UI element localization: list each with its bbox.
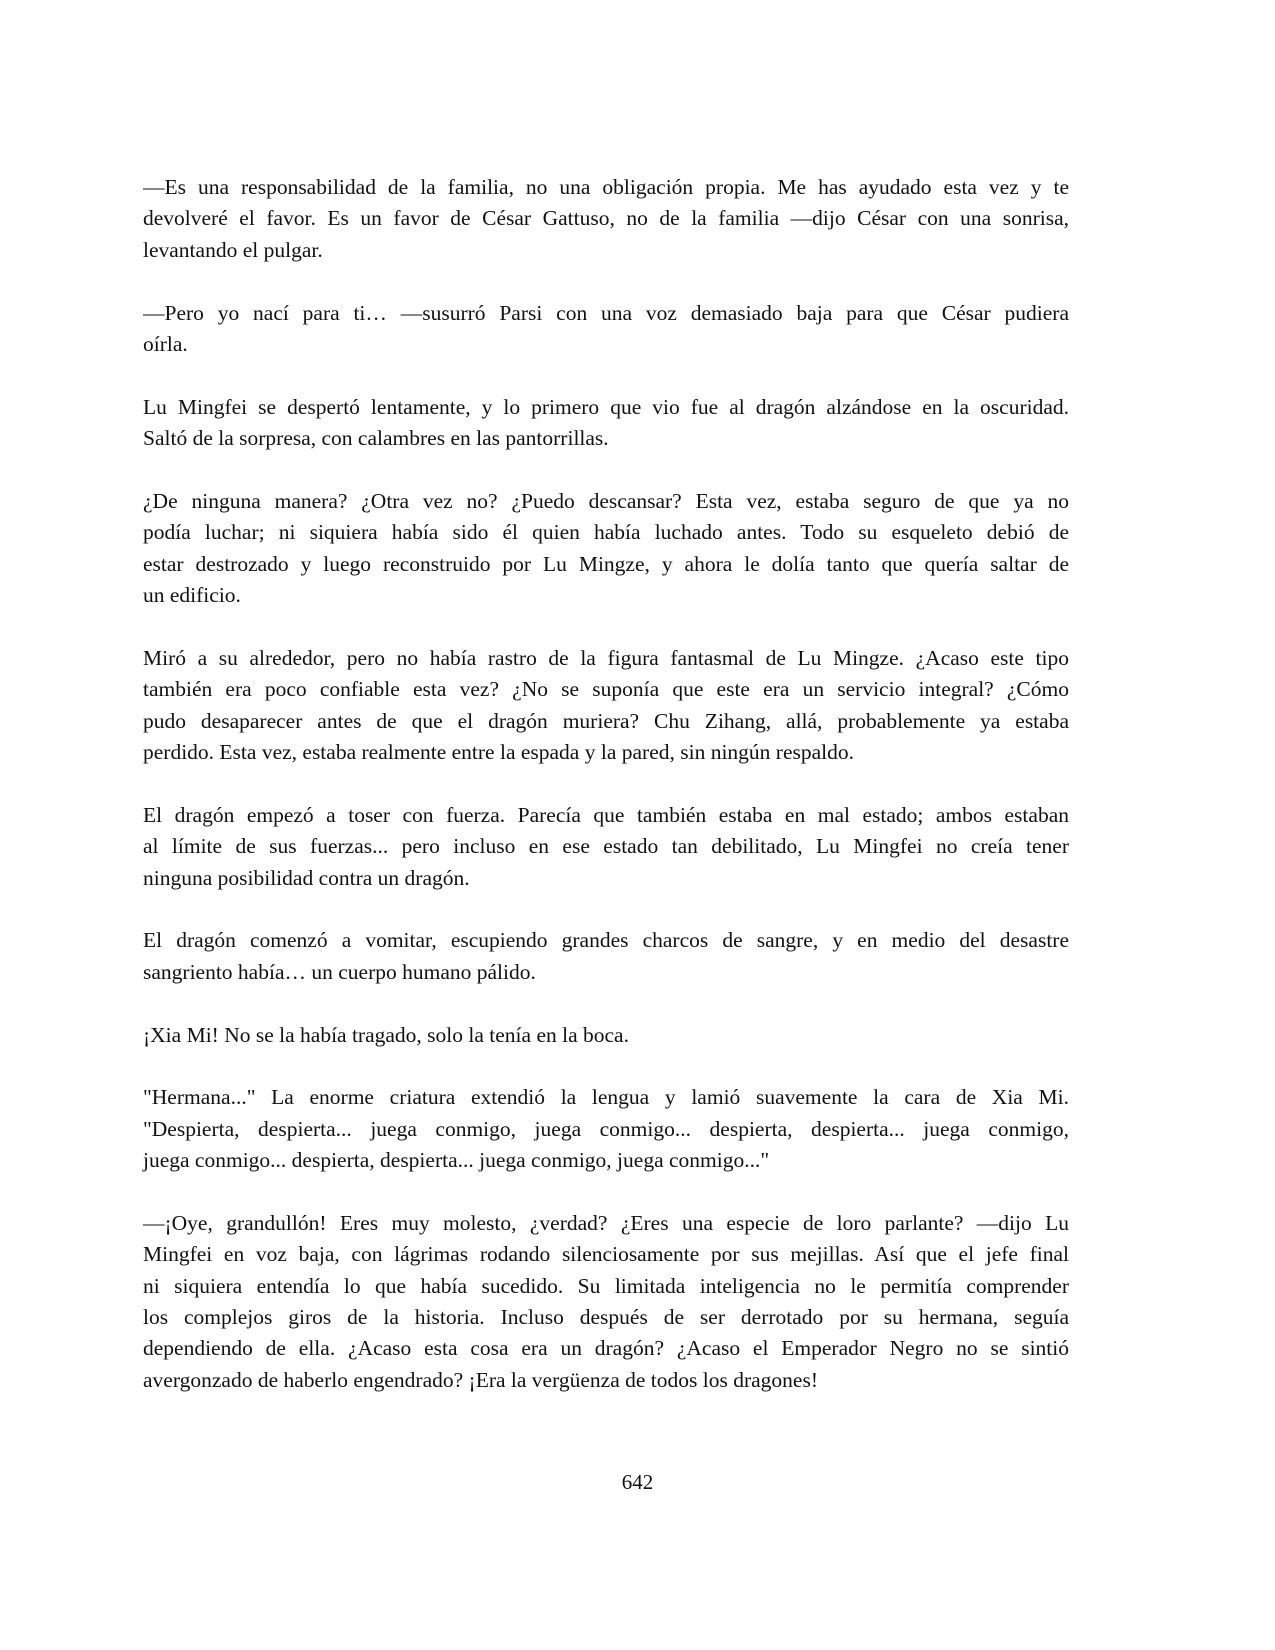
paragraph bbox=[143, 392, 1069, 455]
text-line: ¡Xia Mi! No se la había tragado, solo la tenía en la boca. bbox=[143, 1022, 629, 1047]
paragraph bbox=[143, 486, 1069, 612]
text-line: "Despierta, despierta... juega conmigo, juega conmigo... despierta, despierta... juega conmigo, bbox=[143, 1116, 1069, 1141]
text-line: El dragón comenzó a vomitar, escupiendo grandes charcos de sangre, y en medio del desastre bbox=[143, 928, 1069, 953]
page-number: 642 bbox=[621, 1470, 654, 1494]
text-line: "Hermana..." La enorme criatura extendió la lengua y lamió suavemente la cara de Xia Mi. bbox=[143, 1085, 1069, 1110]
paragraph bbox=[143, 1020, 1069, 1051]
text-line: dependiendo de ella. ¿Acaso esta cosa era un dragón? ¿Acaso el Emperador Negro no se sintió bbox=[143, 1336, 1069, 1361]
text-line: juega conmigo... despierta, despierta... juega conmigo, juega conmigo..." bbox=[143, 1148, 770, 1173]
paragraph bbox=[143, 643, 1069, 769]
paragraph bbox=[143, 1082, 1069, 1176]
text-line: —Pero yo nací para ti… —susurró Parsi con una voz demasiado baja para que César pudiera bbox=[143, 300, 1069, 325]
text-line: El dragón empezó a toser con fuerza. Parecía que también estaba en mal estado; ambos estaban bbox=[143, 802, 1069, 827]
text-line: ninguna posibilidad contra un dragón. bbox=[143, 865, 470, 890]
paragraph bbox=[143, 800, 1069, 894]
text-line: Lu Mingfei se despertó lentamente, y lo primero que vio fue al dragón alzándose en la oscuridad. bbox=[143, 394, 1069, 419]
paragraph bbox=[143, 298, 1069, 361]
text-line: Miró a su alrededor, pero no había rastro de la figura fantasmal de Lu Mingze. ¿Acaso este tipo bbox=[143, 645, 1069, 670]
text-line: —¡Oye, grandullón! Eres muy molesto, ¿verdad? ¿Eres una especie de loro parlante? —dijo Lu bbox=[143, 1210, 1069, 1235]
text-line: levantando el pulgar. bbox=[143, 237, 323, 262]
text-line: Saltó de la sorpresa, con calambres en las pantorrillas. bbox=[143, 426, 609, 451]
text-line: avergonzado de haberlo engendrado? ¡Era la vergüenza de todos los dragones! bbox=[143, 1367, 818, 1392]
text-line: los complejos giros de la historia. Incluso después de ser derrotado por su hermana, seguía bbox=[143, 1305, 1069, 1330]
text-line: al límite de sus fuerzas... pero incluso en ese estado tan debilitado, Lu Mingfei no creía tener bbox=[143, 834, 1069, 859]
text-line: pudo desaparecer antes de que el dragón muriera? Chu Zihang, allá, probablemente ya estaba bbox=[143, 708, 1069, 733]
paragraph bbox=[143, 172, 1069, 266]
paragraph bbox=[143, 925, 1069, 988]
text-line: podía luchar; ni siquiera había sido él quien había luchado antes. Todo su esqueleto debió de bbox=[143, 520, 1069, 545]
paragraph bbox=[143, 1208, 1069, 1396]
text-line: también era poco confiable esta vez? ¿No se suponía que este era un servicio integral? ¿Cómo bbox=[143, 677, 1069, 702]
text-line: Mingfei en voz baja, con lágrimas rodando silenciosamente por sus mejillas. Así que el jefe final bbox=[143, 1242, 1069, 1267]
text-line: estar destrozado y luego reconstruido por Lu Mingze, y ahora le dolía tanto que quería saltar de bbox=[143, 551, 1069, 576]
page-body bbox=[143, 172, 1069, 1428]
text-line: sangriento había… un cuerpo humano pálido. bbox=[143, 959, 536, 984]
text-line: un edificio. bbox=[143, 583, 241, 608]
text-line: perdido. Esta vez, estaba realmente entre la espada y la pared, sin ningún respaldo. bbox=[143, 740, 855, 765]
text-line: ¿De ninguna manera? ¿Otra vez no? ¿Puedo descansar? Esta vez, estaba seguro de que ya no bbox=[143, 488, 1069, 513]
text-line: ni siquiera entendía lo que había sucedido. Su limitada inteligencia no le permitía comprender bbox=[143, 1273, 1069, 1298]
text-line: devolveré el favor. Es un favor de César Gattuso, no de la familia —dijo César con una sonrisa, bbox=[143, 206, 1069, 231]
text-line: oírla. bbox=[143, 331, 188, 356]
text-line: —Es una responsabilidad de la familia, no una obligación propia. Me has ayudado esta vez y te bbox=[143, 175, 1069, 199]
